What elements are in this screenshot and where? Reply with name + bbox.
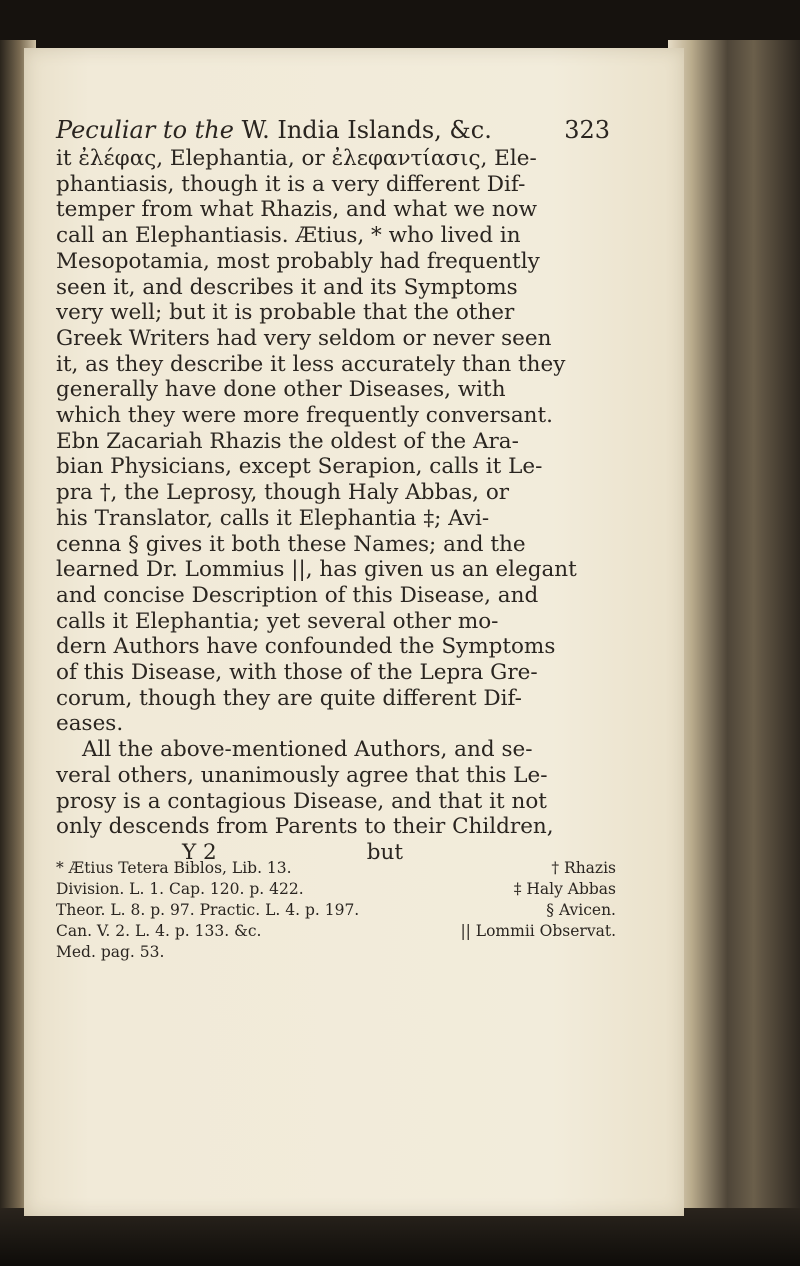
- signature-mark: Y 2: [182, 839, 217, 865]
- text-line: dern Authors have confounded the Symptoms: [56, 634, 556, 660]
- footnote-left: Med. pag. 53.: [56, 943, 165, 961]
- footnotes: [56, 858, 616, 963]
- text-line: his Translator, calls it Elephantia ‡; Avi-: [56, 505, 490, 531]
- book-page-edges-right: [668, 40, 800, 1220]
- body-text: [56, 146, 616, 866]
- text-line: pra †, the Leprosy, though Haly Abbas, or: [56, 480, 510, 506]
- text-line: it ἐλέφας, Elephantia, or ἐλεφαντίασις, Ele-: [56, 146, 537, 171]
- text-line: phantiasis, though it is a very different Dif-: [56, 171, 526, 197]
- text-line: veral others, unanimously agree that this Le-: [56, 762, 548, 788]
- footnote-left: Theor. L. 8. p. 97. Practic. L. 4. p. 197.: [56, 901, 360, 919]
- text-line: it, as they describe it less accurately than they: [56, 351, 566, 377]
- text-line: All the above-mentioned Authors, and se-: [82, 737, 533, 763]
- text-line: Mesopotamia, most probably had frequently: [56, 248, 540, 274]
- footnote-row: [56, 900, 616, 921]
- text-line: Ebn Zacariah Rhazis the oldest of the Ara-: [56, 428, 519, 454]
- text-line: only descends from Parents to their Children,: [56, 814, 554, 840]
- text-line: bian Physicians, except Serapion, calls it Le-: [56, 454, 543, 480]
- footnote-row: [56, 858, 616, 879]
- header-title: W. India Islands, &c.: [241, 116, 492, 144]
- footnote-left: Division. L. 1. Cap. 120. p. 422.: [56, 880, 304, 898]
- text-line: call an Elephantiasis. Ætius, * who lived in: [56, 223, 521, 249]
- footnote-left: * Ætius Tetera Biblos, Lib. 13.: [56, 859, 292, 877]
- footnote-right: § Avicen.: [546, 901, 616, 919]
- footnote-right: [416, 942, 616, 963]
- footnote-row: [56, 879, 616, 900]
- text-line: of this Disease, with those of the Lepra Gre-: [56, 660, 538, 686]
- text-line: corum, though they are quite different Dif-: [56, 685, 522, 711]
- text-line: very well; but it is probable that the other: [56, 300, 515, 326]
- text-line: cenna § gives it both these Names; and the: [56, 531, 526, 557]
- text-line: eases.: [56, 711, 124, 737]
- text-line: seen it, and describes it and its Symptoms: [56, 274, 518, 300]
- header-title-italic: Peculiar to the: [56, 116, 234, 144]
- running-header: [56, 112, 616, 148]
- text-line: Greek Writers had very seldom or never seen: [56, 325, 552, 351]
- text-line: temper from what Rhazis, and what we now: [56, 197, 538, 223]
- text-line: prosy is a contagious Disease, and that it not: [56, 788, 547, 814]
- text-line: calls it Elephantia; yet several other mo-: [56, 608, 499, 634]
- text-line: learned Dr. Lommius ||, has given us an elegant: [56, 557, 577, 583]
- text-line: which they were more frequently conversant.: [56, 403, 553, 429]
- catchword: but: [366, 839, 403, 865]
- text-line: and concise Description of this Disease, and: [56, 582, 539, 608]
- footnote-row: [56, 942, 616, 963]
- footnote-right: † Rhazis: [551, 859, 616, 877]
- scan-bottom-border: [0, 1208, 800, 1266]
- page-number: 323: [564, 116, 610, 144]
- footnote-left: Can. V. 2. L. 4. p. 133. &c.: [56, 922, 262, 940]
- text-line: generally have done other Diseases, with: [56, 377, 506, 403]
- footnote-row: [56, 921, 616, 942]
- footnote-right: || Lommii Observat.: [460, 922, 616, 940]
- footnote-right: ‡ Haly Abbas: [513, 880, 616, 898]
